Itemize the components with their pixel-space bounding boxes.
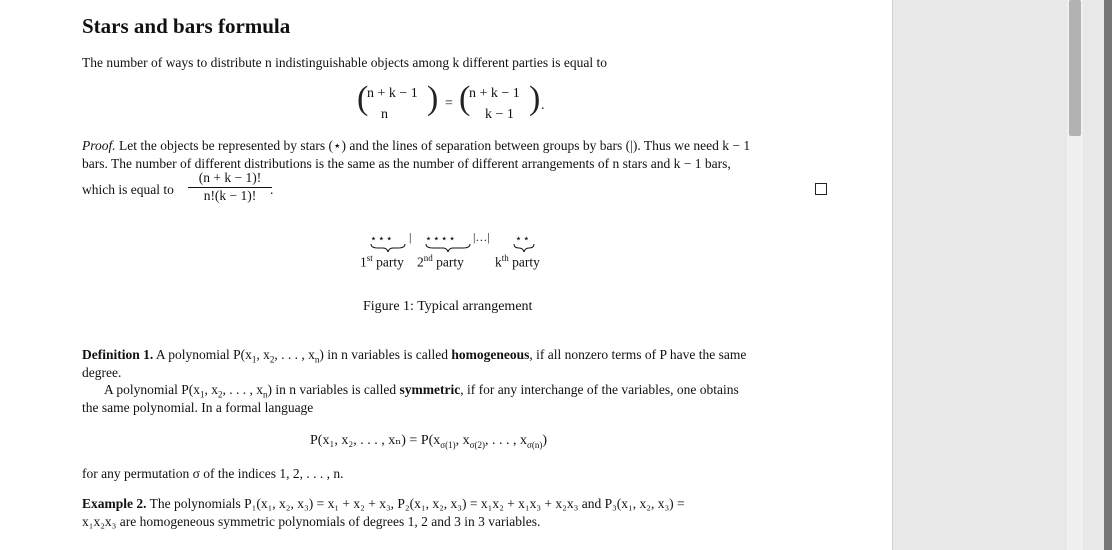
figure-caption: Figure 1: Typical arrangement	[363, 299, 533, 314]
right-paren: )	[529, 80, 541, 117]
fraction	[188, 170, 272, 204]
definition-line-3: A polynomial $P(x_1$, $x_2$, . . . , $x_n$) in n variables is called symmetric, if for any interchange of the variables, one obtains	[104, 382, 739, 400]
fraction-numerator: (n + k − 1)!	[198, 170, 262, 185]
separator-bars-ellipsis: |…|	[473, 230, 490, 244]
party-label-k	[495, 253, 540, 271]
example-line-1	[82, 495, 685, 512]
scrollbar-thumb[interactable]	[1069, 0, 1081, 136]
example-line-2: x₁x₂x₃ are homogeneous symmetric polynomials of degrees 1, 2 and 3 in 3 variables.	[82, 514, 541, 529]
binom2-bottom: k − 1	[485, 107, 514, 122]
party-2-suffix: nd	[423, 253, 433, 263]
fraction-period: .	[270, 182, 274, 197]
definition-text-a: in n variables is called	[327, 347, 449, 362]
definition-poly-b: A polynomial P(x	[104, 382, 201, 397]
example-label: Example 2.	[82, 496, 147, 511]
party-2-number: 2	[417, 254, 424, 270]
brace-2	[426, 244, 470, 252]
left-paren: (	[459, 80, 471, 117]
equation-left: P(x₁, x₂, . . . , xₙ) = P(x	[310, 433, 441, 448]
party-label-1	[360, 253, 404, 271]
separator-bar: |	[409, 230, 412, 244]
qed-box-icon	[815, 183, 827, 195]
brace-1	[371, 244, 405, 252]
example-text-1: The polynomials P₁(x₁, x₂, x₃) = x₁ + x₂ + x₃, P₂(x₁, x₂, x₃) = x₁x₂ + x₁x₃ + x₂x₃ and P₃(x₁, x₂, x₃) =	[149, 496, 685, 511]
formula-period: .	[541, 98, 545, 113]
stars-group-3: ⋆⋆	[515, 233, 531, 245]
proof-line-3: which is equal to	[82, 182, 174, 197]
equals-sign: =	[445, 96, 453, 111]
binom1-bottom: n	[381, 107, 388, 122]
party-label-2	[417, 253, 464, 271]
permutation-line: for any permutation σ of the indices 1, 2, . . . , n.	[82, 466, 344, 481]
proof-label: Proof.	[82, 138, 116, 153]
right-paren: )	[427, 80, 439, 117]
stars-group-2: ⋆⋆⋆⋆	[425, 233, 457, 245]
window-edge	[1104, 0, 1112, 550]
section-title: Stars and bars formula	[82, 14, 291, 38]
proof-line-2: bars. The number of different distributions is the same as the number of different arrangements of n stars and k − 1 bars,	[82, 156, 731, 171]
definition-text-b: , if all nonzero terms of P have the same	[529, 347, 747, 362]
underbraces	[369, 243, 549, 253]
party-k-word: party	[512, 254, 540, 270]
binomial-formula	[357, 80, 557, 126]
brace-3	[514, 244, 534, 252]
party-1-number: 1	[360, 254, 367, 270]
stars-bars-figure	[355, 232, 555, 272]
symmetric-equation: P(x₁, x₂, . . . , $x_n) = P(x_{\sigma(1)}$, $x_{\sigma(2)}$, . . . , $x_{\sigma(n)}$)	[310, 433, 548, 450]
binom1-top: n + k − 1	[367, 86, 418, 101]
party-k-suffix: th	[501, 253, 509, 263]
proof-line-1	[82, 137, 750, 154]
definition-text-c: in n variables is called	[275, 382, 397, 397]
intro-paragraph: The number of ways to distribute n indistinguishable objects among k different parties is equal to	[82, 55, 608, 70]
left-paren: (	[357, 80, 369, 117]
term-homogeneous: homogeneous	[451, 347, 530, 362]
term-symmetric: symmetric	[399, 382, 461, 397]
definition-label: Definition 1.	[82, 347, 154, 362]
party-1-suffix: st	[366, 253, 373, 263]
proof-text-1: Let the objects be represented by stars (⋆) and the lines of separation between groups by bars (|). Thus we need k − 1	[119, 138, 751, 153]
definition-text-d: , if for any interchange of the variables, one obtains	[460, 382, 739, 397]
binom2-top: n + k − 1	[469, 86, 520, 101]
party-1-word: party	[376, 254, 404, 270]
definition-line-2: degree.	[82, 365, 122, 380]
party-2-word: party	[436, 254, 464, 270]
party-k-number: k	[495, 254, 502, 270]
stars-group-1: ⋆⋆⋆	[370, 233, 394, 245]
fraction-denominator: n!(k − 1)!	[203, 188, 257, 203]
definition-line-4: the same polynomial. In a formal language	[82, 400, 314, 415]
definition-line-1: Definition 1. A polynomial $P(x_1$, $x_2$, . . . , $x_n$) in n variables is called homogeneous, if all nonzero terms of P have the same	[82, 347, 747, 365]
definition-poly-a: A polynomial P(x	[155, 347, 252, 362]
